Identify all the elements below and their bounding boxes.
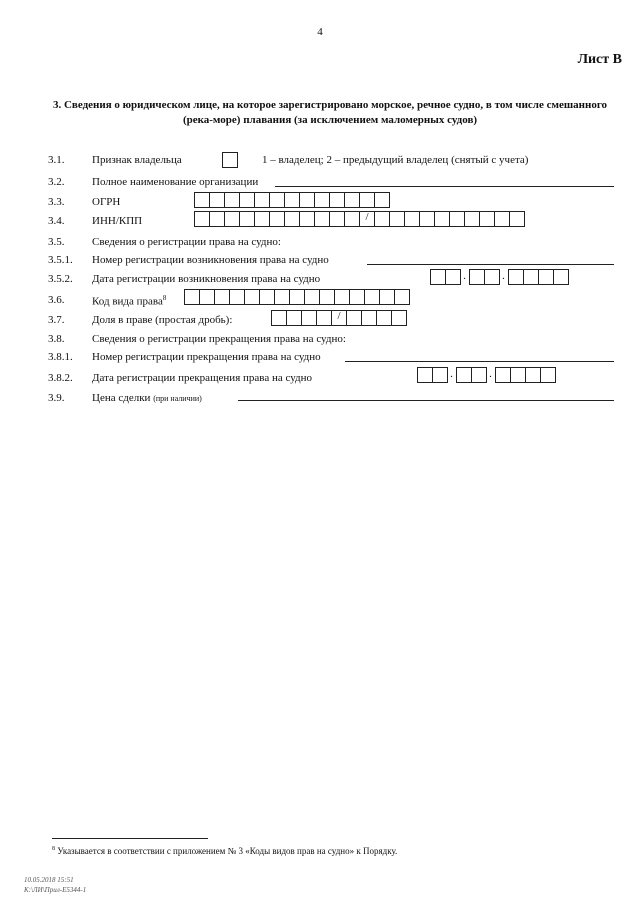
right-type-code-cells[interactable]: [184, 289, 409, 304]
print-stamp-ref: К:\ЛИ\Прил-Е5344-1: [24, 886, 87, 894]
page-number: 4: [317, 26, 323, 38]
owner-attribute-note: 1 – владелец; 2 – предыдущий владелец (снятый с учета): [262, 154, 529, 166]
right-origin-date-cells[interactable]: [430, 269, 568, 284]
row-number-3-6: 3.6.: [48, 294, 65, 306]
row-number-3-5-2: 3.5.2.: [48, 273, 73, 285]
section-title: 3. Сведения о юридическом лице, на которое зарегистрировано морское, речное судно, в том числе смешанного (река-море) плавания (за исключением маломерных судов): [52, 99, 608, 126]
org-name-field[interactable]: [275, 186, 614, 187]
right-origin-date-label: Дата регистрации возникновения права на судно: [92, 273, 321, 285]
sheet-label: Лист В: [577, 52, 622, 67]
row-number-3-5: 3.5.: [48, 236, 65, 248]
print-stamp-date: 10.05.2018 15:51: [24, 876, 74, 884]
termination-number-label: Номер регистрации прекращения права на судно: [92, 351, 321, 363]
row-number-3-7: 3.7.: [48, 314, 65, 326]
deal-price-field[interactable]: [238, 400, 614, 401]
inn-kpp-label: ИНН/КПП: [92, 215, 143, 227]
row-number-3-2: 3.2.: [48, 176, 65, 188]
share-cells[interactable]: [271, 310, 406, 325]
owner-attribute-label: Признак владельца: [92, 154, 182, 166]
right-origin-number-label: Номер регистрации возникновения права на судно: [92, 254, 329, 266]
termination-number-field[interactable]: [345, 361, 614, 362]
org-name-label: Полное наименование организации: [92, 176, 259, 188]
right-type-code-label: Код вида права$^8$: [92, 294, 167, 308]
inn-kpp-cells[interactable]: [194, 211, 524, 226]
row-number-3-9: 3.9.: [48, 392, 65, 404]
footnote-divider: [52, 838, 208, 839]
share-label: Доля в праве (простая дробь):: [92, 314, 233, 326]
row-number-3-3: 3.3.: [48, 196, 65, 208]
footnote-ref: 8: [162, 294, 167, 302]
ogrn-label: ОГРН: [92, 196, 121, 208]
right-termination-label: Сведения о регистрации прекращения права на судно:: [92, 333, 346, 345]
date-separator: .: [463, 270, 466, 282]
right-registration-label: Сведения о регистрации права на судно:: [92, 236, 281, 248]
row-number-3-8: 3.8.: [48, 333, 65, 345]
right-origin-number-field[interactable]: [367, 264, 614, 265]
date-separator: .: [489, 368, 492, 380]
ogrn-cells[interactable]: [194, 192, 389, 207]
row-number-3-5-1: 3.5.1.: [48, 254, 73, 266]
termination-date-cells[interactable]: [417, 367, 555, 382]
row-number-3-8-1: 3.8.1.: [48, 351, 73, 363]
row-number-3-4: 3.4.: [48, 215, 65, 227]
deal-price-label: Цена сделки (при наличии): [92, 392, 202, 404]
footnote: $^8$ Указывается в соответствии с приложением № 3 «Коды видов прав на судно» к Порядку.: [52, 846, 398, 856]
owner-attribute-box[interactable]: [222, 152, 238, 168]
date-separator: .: [502, 270, 505, 282]
row-number-3-8-2: 3.8.2.: [48, 372, 73, 384]
row-number-3-1: 3.1.: [48, 154, 65, 166]
termination-date-label: Дата регистрации прекращения права на судно: [92, 372, 312, 384]
date-separator: .: [450, 368, 453, 380]
